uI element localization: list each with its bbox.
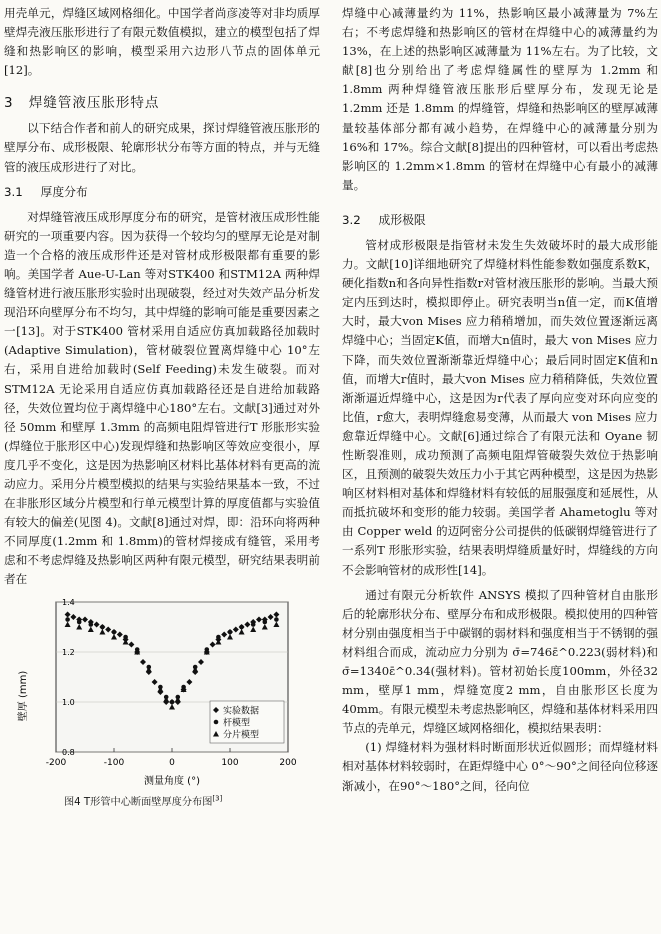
legend-marker bbox=[214, 719, 219, 724]
right-column bbox=[342, 4, 658, 796]
data-point bbox=[228, 629, 233, 634]
subsection-3-2-number: 3.2 bbox=[342, 212, 361, 227]
data-point bbox=[65, 617, 70, 622]
thickness-chart bbox=[12, 596, 312, 791]
subsection-3-2-title: 成形极限 bbox=[378, 212, 426, 227]
data-point bbox=[263, 619, 268, 624]
result-item-1: (1) 焊缝材料为强材料时断面形状近似圆形；而焊缝材料相对基体材料较弱时，在距焊缝中心 0°～90°之间径向位移逐渐减小，在90°～180°之间，径向位 bbox=[342, 740, 658, 793]
x-tick-label: 100 bbox=[221, 757, 239, 768]
data-point bbox=[89, 622, 94, 627]
legend-label: 实验数据 bbox=[223, 706, 260, 717]
continuation-paragraph: 焊缝中心减薄量约为 11%，热影响区最小减薄量为 7%左右；不考虑焊缝和热影响区的管材在焊缝中心的减薄量约为 13%，在上述的热影响区减薄量为 11%左右。为了比较，文献[8]也分别给出了考虑焊缝属性的壁厚为 1.2mm 和 1.8mm 两种焊缝管液压胀形后壁厚分布，发现无论是 1.2mm 还是 1.8mm 的焊缝管，焊缝和热影响区的壁厚减薄量较基体部分都有减小趋势，在焊缝中心的减薄量分别为 16%和 17%。综合文献[8]提出的四种管材，可以看出考虑热影响区的 1.2mm×1.8mm 的管材在焊缝中心有最小的减薄量。 bbox=[342, 6, 658, 192]
section-3-intro: 以下结合作者和前人的研究成果，探讨焊缝管液压胀形的壁厚分布、成形极限、轮廓形状分布等方面的特点，并与无缝管的液压成形进行了对比。 bbox=[4, 121, 320, 174]
section-3-heading bbox=[4, 91, 320, 111]
x-tick-label: -100 bbox=[103, 757, 125, 768]
x-tick-label: -200 bbox=[45, 757, 67, 768]
x-tick-label: 200 bbox=[279, 757, 297, 768]
figure-caption-text: 图4 T形管中心断面壁厚度分布图 bbox=[64, 796, 213, 808]
y-tick-label: 0.8 bbox=[62, 747, 75, 757]
data-point bbox=[112, 629, 117, 634]
section-3-title: 焊缝管液压胀形特点 bbox=[28, 95, 160, 112]
legend-label: 分片模型 bbox=[223, 730, 260, 741]
y-tick-label: 1.4 bbox=[62, 597, 75, 607]
figure-caption-ref: [3] bbox=[212, 794, 223, 803]
data-point bbox=[100, 624, 105, 629]
data-point bbox=[170, 699, 175, 704]
data-point bbox=[123, 634, 128, 639]
y-axis-label: 壁厚 (mm) bbox=[18, 670, 29, 721]
ansys-paragraph: 通过有限元分析软件 ANSYS 模拟了四种管材自由胀形后的轮廓形状分布、壁厚分布和成形极限。模拟使用的四种管材分别由强度相当于中碳钢的弱材料和强度相当于不锈钢的强材料组合而成，流动应力分别为 σ̄=746ε̄^0.223(弱材料)和 σ̄=1340ε̄^0.34(强材料)。管材初始长度100mm，外径32 mm，壁厚1 mm，焊缝宽度2 mm，自由胀形区长度为 40mm。有限元模型未考虑热影响区，焊缝和基体材料采用四节点的壳单元，焊缝区域网格细化，模拟结果表明： bbox=[342, 587, 658, 736]
y-tick-label: 1.0 bbox=[62, 697, 75, 707]
data-point bbox=[239, 624, 244, 629]
subsection-3-2-heading bbox=[342, 211, 658, 228]
figure-caption bbox=[64, 793, 222, 808]
legend-label: 杆模型 bbox=[223, 718, 251, 729]
x-axis-label: 测量角度 (°) bbox=[144, 775, 200, 787]
subsection-3-1-heading bbox=[4, 183, 320, 200]
legend bbox=[210, 701, 284, 743]
figure-4 bbox=[12, 596, 312, 810]
data-point bbox=[216, 634, 221, 639]
subsection-3-1-number: 3.1 bbox=[4, 184, 23, 199]
x-tick-label: 0 bbox=[169, 757, 175, 768]
subsection-3-2-body: 管材成形极限是指管材未发生失效破坏时的最大成形能力。文献[10]详细地研究了焊缝材料性能参数如强度系数K，硬化指数n和各向异性指数r对管材液压胀形的影响。当最大预定内压到达时，模拟即停止。研究表明当n值一定，而K值增大时，最大von Mises 应力稍稍增加，而失效位置逐渐远离焊缝中心；当固定K值，而增大n值时，最大 von Mises 应力下降，而失效位置渐渐靠近焊缝中心；最后同时固定K值和n值，而增大r值时，最大von Mises 应力稍稍降低，失效位置渐渐逼近焊缝中心，这是因为r代表了厚向应变对环向应变的比值，r愈大，表明焊缝愈易变薄，从而最大 von Mises 应力愈靠近焊缝中心。文献[6]通过综合了有限元法和 Oyane 韧性断裂准则，成功预测了高频电阻焊管破裂失效位于热影响区，且预测的破裂失效压力小于其它两种模型，这是因为热影响区材料相对基体和焊缝材料有较低的屈服强度和延展性，从而抵抗破坏和变形的能力较弱。美国学者 Ahametoglu 等对由 Copper weld 的迈阿密分公司提供的低碳钢焊缝管进行了一系列T 形胀形实验，结果表明焊缝质量好时，焊缝线的方向不会影响管材的成形性[14]。 bbox=[342, 237, 658, 577]
data-point bbox=[251, 622, 256, 627]
section-3-number: 3 bbox=[4, 95, 14, 112]
data-point bbox=[77, 619, 82, 624]
subsection-3-1-title: 厚度分布 bbox=[40, 184, 88, 199]
y-tick-label: 1.2 bbox=[62, 647, 75, 657]
intro-paragraph: 用壳单元，焊缝区域网格细化。中国学者尚彦凌等对非均质厚壁焊壳液压胀形进行了有限元数值模拟，建立的模型包括了焊缝和热影响区的影响，模型采用六边形八节点的固体单元[12]。 bbox=[4, 6, 320, 78]
subsection-3-1-body: 对焊缝管液压成形厚度分布的研究，是管材液压成形性能研究的一项重要内容。因为获得一个较均匀的壁厚无论是对制造一个合格的液压成形件还是对管材成形极限都有重要的影响。美国学者 Aue-U-Lan 等对STK400 和STM12A 两种焊缝管材进行液压胀形实验时出现破裂，经过对失效产品分析发现沿环向壁厚分布不均匀，其中焊缝的影响可能是重要因素之一[13]。对于STK400 管材采用自适应仿真加载路径加载时(Adaptive Simulation)，管材破裂位置离焊缝中心 10°左右，采用自进给加载时(Self Feeding)未发生破裂。而对STM12A 无论采用自适应仿真加载路径还是自进给加载路径，失效位置均位于离焊缝中心180°左右。文献[3]通过对外径 50mm 和壁厚 1.3mm 的高频电阻焊管进行T 形胀形实验(焊缝位于胀形区中心)发现焊缝和热影响区等效应变很小，厚度几乎不变化，这是因为热影响区材料比基体材料有更高的流动应力。采用分片模型模拟的结果与实验结果基本一致，不过在非胀形区域分片模型和行单元模型计算的厚度值都与实验值有较大的偏差(见图 4)。文献[8]通过对焊，即：沿环向将两种不同厚度(1.2mm 和 1.8mm)的管材焊接成有缝管，采用考虑和不考虑焊缝及热影响区两种有限元模型，研究结果表明前者在 bbox=[4, 209, 320, 587]
data-point bbox=[274, 617, 279, 622]
left-column bbox=[4, 4, 320, 810]
